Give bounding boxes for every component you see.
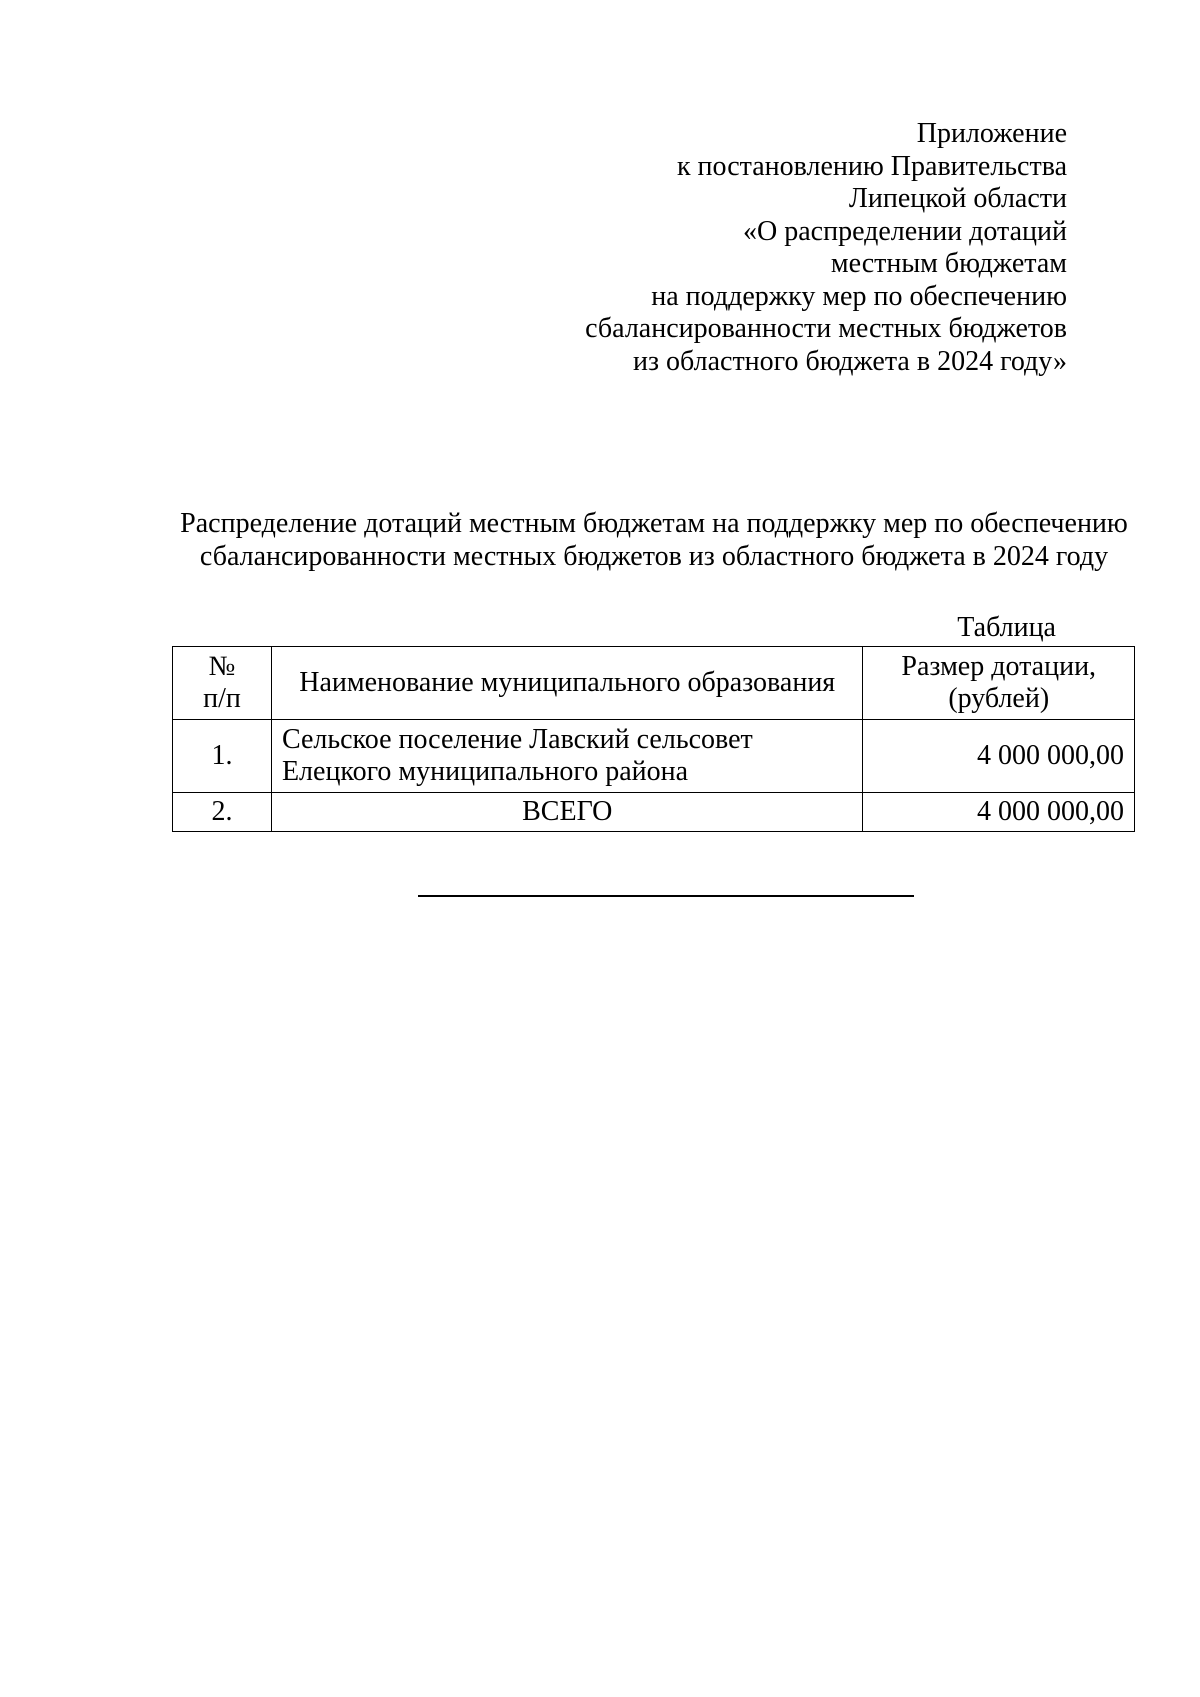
- appendix-line: из областного бюджета в 2024 году»: [633, 345, 1067, 377]
- total-label-cell: ВСЕГО: [271, 793, 863, 832]
- row-amount-cell: 4 000 000,00: [863, 720, 1135, 793]
- header-amount-label: Размер дотации,: [901, 651, 1097, 682]
- row-name-line: Сельское поселение Лавский сельсовет: [281, 724, 753, 755]
- header-number-symbol: №: [208, 651, 236, 682]
- appendix-block: [467, 118, 1067, 378]
- total-amount-cell: 4 000 000,00: [863, 793, 1135, 832]
- appendix-line: Приложение: [916, 118, 1067, 149]
- table-header-row: [173, 647, 1135, 720]
- end-rule-divider: [418, 895, 914, 897]
- distribution-table: [172, 646, 1135, 832]
- document-title-line: сбалансированности местных бюджетов из областного бюджета в 2024 году: [199, 540, 1109, 572]
- appendix-line: местным бюджетам: [830, 248, 1067, 279]
- row-name-cell: [271, 720, 863, 793]
- header-amount-unit: (рублей): [948, 683, 1050, 714]
- header-amount-cell: [863, 647, 1135, 720]
- document-title-line: Распределение дотаций местным бюджетам на поддержку мер по обеспечению: [180, 508, 1128, 539]
- header-number-abbrev: п/п: [203, 683, 241, 714]
- header-number-cell: [173, 647, 272, 720]
- row-name-line: Елецкого муниципального района: [281, 756, 689, 787]
- table-total-row: [173, 793, 1135, 832]
- appendix-line: «О распределении дотаций: [743, 215, 1067, 247]
- appendix-line: Липецкой области: [848, 183, 1067, 214]
- table-row: [173, 720, 1135, 793]
- table-caption: Таблица: [957, 612, 1056, 643]
- appendix-line: на поддержку мер по обеспечению: [651, 280, 1067, 312]
- appendix-line: сбалансированности местных бюджетов: [585, 313, 1067, 344]
- document-title: [170, 508, 1138, 573]
- total-number-cell: 2.: [173, 793, 272, 832]
- header-name-cell: Наименование муниципального образования: [271, 647, 863, 720]
- row-number-cell: 1.: [173, 720, 272, 793]
- appendix-line: к постановлению Правительства: [676, 150, 1067, 182]
